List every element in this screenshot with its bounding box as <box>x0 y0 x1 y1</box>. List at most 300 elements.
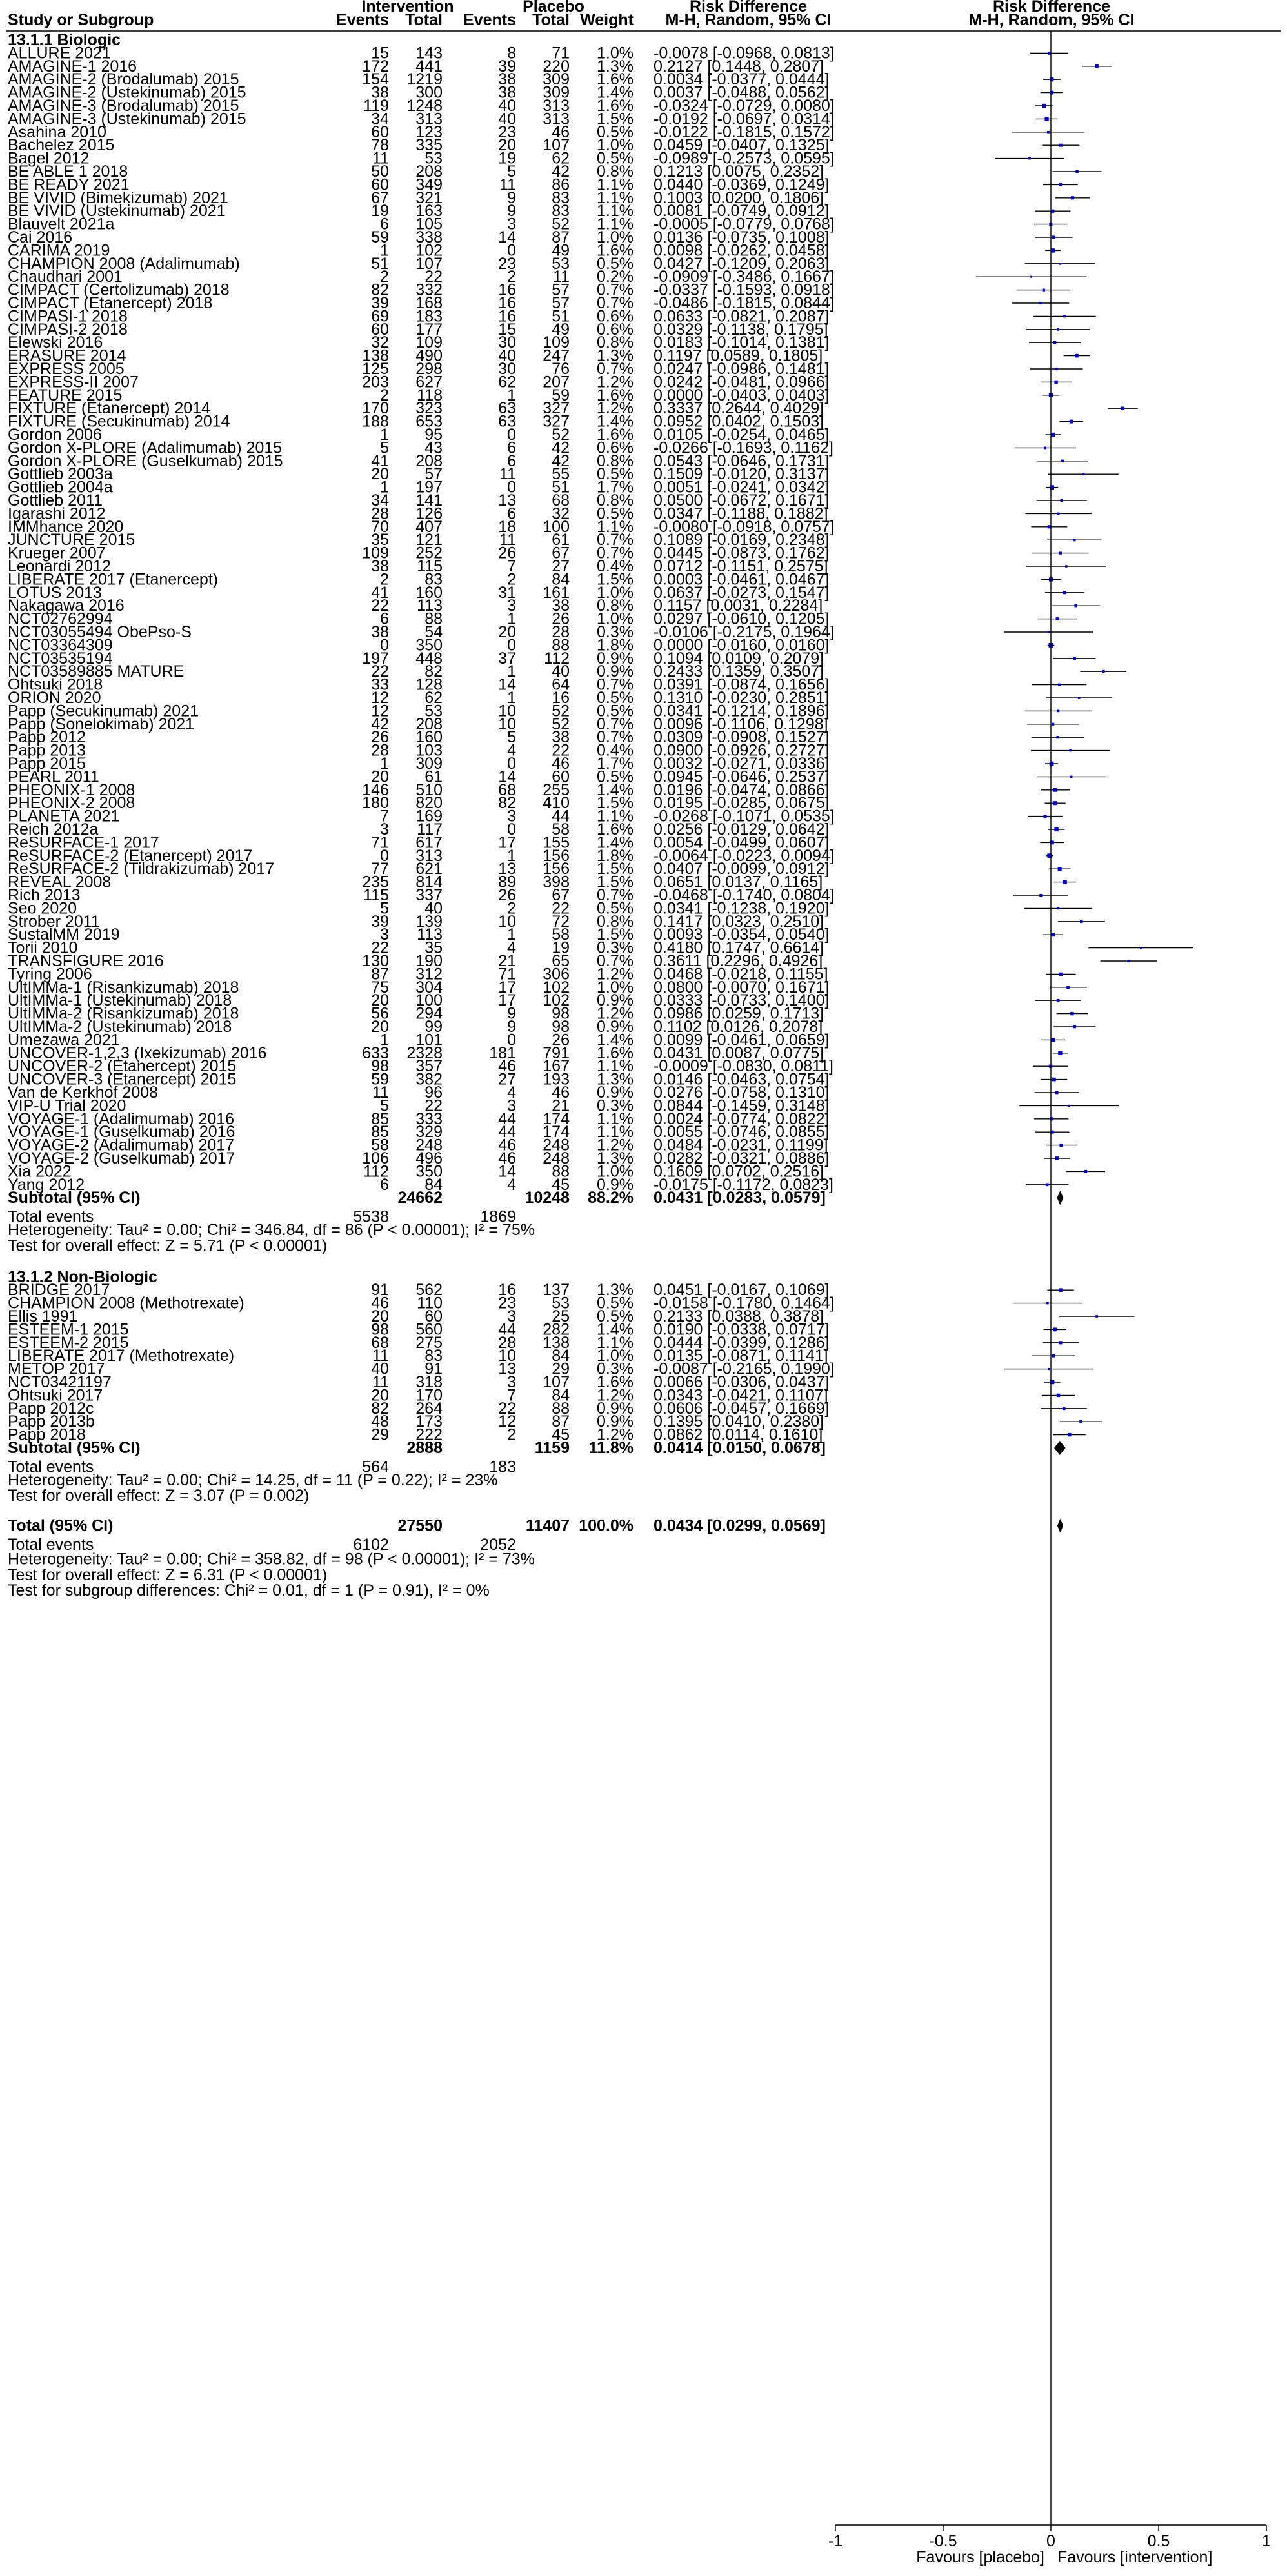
events-intervention: 78 <box>371 136 389 155</box>
events-placebo: 14 <box>498 675 516 694</box>
axis-tick-label: 0.5 <box>1147 2532 1170 2550</box>
events-placebo: 14 <box>498 228 516 246</box>
subgroup-total-events-label: Total events <box>8 1458 94 1476</box>
subgroup-title: 13.1.2 Non-Biologic <box>8 1267 157 1286</box>
total-intervention: 22 <box>424 1096 443 1115</box>
weight: 1.1% <box>597 517 634 536</box>
study-name: Igarashi 2012 <box>8 504 106 523</box>
total-placebo: 67 <box>552 544 570 562</box>
subgroup-subtotal-weight: 11.8% <box>588 1439 634 1457</box>
events-placebo: 1 <box>507 609 516 628</box>
total-intervention: 183 <box>415 307 443 326</box>
subgroup-subtotal-row <box>8 1189 826 1207</box>
events-intervention: 170 <box>362 399 389 418</box>
total-intervention: 62 <box>424 689 443 707</box>
total-placebo: 84 <box>552 570 570 589</box>
study-name: ESTEEM-1 2015 <box>8 1320 129 1339</box>
weight: 0.8% <box>597 333 634 352</box>
total-placebo: 52 <box>552 215 570 233</box>
point-estimate <box>1051 1038 1055 1042</box>
events-placebo: 18 <box>498 517 516 536</box>
events-intervention: 130 <box>362 952 389 970</box>
study-name: AMAGINE-3 (Ustekinumab) 2015 <box>8 110 246 128</box>
point-estimate <box>1078 697 1081 699</box>
events-placebo: 30 <box>498 333 516 352</box>
weight: 1.2% <box>597 399 634 418</box>
events-intervention: 235 <box>362 873 389 891</box>
axis-tick-label: -1 <box>828 2532 843 2550</box>
events-placebo: 17 <box>498 978 516 996</box>
total-placebo: 38 <box>552 728 570 747</box>
risk-difference-ci: 0.0637 [-0.0273, 0.1547] <box>653 583 830 602</box>
risk-difference-ci: 0.0242 [-0.0481, 0.0966] <box>653 373 830 391</box>
table-rows <box>8 31 835 1600</box>
study-name: Torii 2010 <box>8 938 78 957</box>
total-intervention: 338 <box>415 228 443 246</box>
point-estimate <box>1046 1183 1049 1186</box>
total-intervention: 382 <box>415 1070 443 1089</box>
total-intervention: 102 <box>415 241 443 260</box>
events-placebo: 1 <box>507 846 516 865</box>
weight: 0.7% <box>597 294 634 312</box>
total-intervention: 61 <box>424 768 443 786</box>
study-name: UNCOVER-1,2,3 (Ixekizumab) 2016 <box>8 1044 267 1062</box>
total-intervention: 298 <box>415 360 443 378</box>
events-intervention: 172 <box>362 57 389 75</box>
weight: 1.6% <box>597 1044 634 1062</box>
events-intervention: 85 <box>371 1123 389 1142</box>
risk-difference-ci: -0.0268 [-0.1071, 0.0535] <box>653 807 835 826</box>
events-intervention: 12 <box>371 702 389 720</box>
point-estimate <box>1102 670 1105 673</box>
weight: 0.7% <box>597 360 634 378</box>
risk-difference-ci: -0.0486 [-0.1815, 0.0844] <box>653 294 835 312</box>
weight: 0.6% <box>597 439 634 457</box>
risk-difference-ci: 0.0282 [-0.0321, 0.0886] <box>653 1149 830 1167</box>
total-placebo: 207 <box>543 373 570 391</box>
study-name: FEATURE 2015 <box>8 386 123 404</box>
study-name: LIBERATE 2017 (Methotrexate) <box>8 1347 235 1365</box>
weight: 0.4% <box>597 557 634 575</box>
events-intervention: 28 <box>371 741 389 760</box>
events-placebo: 0 <box>507 636 516 655</box>
weight: 1.5% <box>597 794 634 813</box>
header-placebo: Placebo <box>523 0 584 15</box>
overall-total-total-intervention: 27550 <box>397 1516 443 1535</box>
total-intervention: 163 <box>415 202 443 221</box>
risk-difference-ci: 0.0276 [-0.0758, 0.1310] <box>653 1084 830 1102</box>
risk-difference-ci: 0.0440 [-0.0369, 0.1249] <box>653 175 830 194</box>
total-intervention: 318 <box>415 1373 443 1391</box>
total-placebo: 84 <box>552 1386 570 1405</box>
total-intervention: 113 <box>417 926 443 944</box>
events-intervention: 0 <box>380 636 389 655</box>
weight: 0.8% <box>597 163 634 181</box>
risk-difference-ci: 0.1197 [0.0589, 0.1805] <box>653 346 823 365</box>
total-intervention: 313 <box>415 846 443 865</box>
events-placebo: 10 <box>498 702 516 720</box>
axis-tick-label: 0 <box>1046 2532 1055 2550</box>
weight: 0.7% <box>597 675 634 694</box>
events-intervention: 22 <box>371 597 389 615</box>
events-intervention: 98 <box>371 1057 389 1076</box>
total-intervention: 168 <box>415 294 443 312</box>
point-estimate <box>1061 460 1064 462</box>
study-name: NCT03589885 MATURE <box>8 662 185 681</box>
risk-difference-ci: 0.0431 [0.0087, 0.0775] <box>653 1044 824 1062</box>
events-placebo: 6 <box>507 439 516 457</box>
risk-difference-ci: -0.0087 [-0.2165, 0.1990] <box>653 1360 835 1378</box>
header-intervention: Intervention <box>361 0 454 15</box>
events-placebo: 0 <box>507 820 516 838</box>
total-intervention: 118 <box>417 386 443 404</box>
total-placebo: 107 <box>543 136 570 155</box>
events-placebo: 23 <box>498 123 516 141</box>
events-placebo: 3 <box>507 807 516 826</box>
events-intervention: 0 <box>380 846 389 865</box>
total-placebo: 83 <box>552 188 570 207</box>
point-estimate <box>1082 473 1085 475</box>
point-estimate <box>1074 604 1077 607</box>
total-placebo: 87 <box>552 1412 570 1431</box>
point-estimate <box>1053 788 1057 792</box>
events-intervention: 119 <box>363 97 389 115</box>
risk-difference-ci: 0.0098 [-0.0262, 0.0458] <box>653 241 830 260</box>
study-name: Papp 2015 <box>8 755 86 773</box>
events-placebo: 16 <box>498 307 516 326</box>
risk-difference-ci: 0.0445 [-0.0873, 0.1762] <box>653 544 830 562</box>
events-placebo: 181 <box>489 1044 516 1062</box>
point-estimate <box>1055 617 1059 620</box>
study-name: Elewski 2016 <box>8 333 103 352</box>
events-intervention: 98 <box>371 1320 389 1339</box>
subgroup-total-events-placebo: 1869 <box>480 1207 516 1226</box>
study-name: Papp 2012c <box>8 1399 94 1418</box>
events-intervention: 22 <box>371 662 389 681</box>
axis-label-left: Favours [placebo] <box>916 2548 1044 2566</box>
events-placebo: 31 <box>498 583 516 602</box>
point-estimate <box>1056 736 1059 738</box>
events-intervention: 11 <box>372 1347 389 1365</box>
study-name: AMAGINE-2 (Ustekinumab) 2015 <box>8 83 246 102</box>
point-estimate <box>1058 1051 1062 1055</box>
total-placebo: 109 <box>543 333 570 352</box>
total-placebo: 248 <box>543 1136 570 1154</box>
total-placebo: 57 <box>552 294 570 312</box>
weight: 0.2% <box>597 268 634 286</box>
study-name: VOYAGE-2 (Guselkumab) 2017 <box>8 1149 235 1167</box>
study-name: REVEAL 2008 <box>8 873 112 891</box>
total-placebo: 19 <box>552 938 570 957</box>
weight: 0.3% <box>597 1096 634 1115</box>
events-placebo: 17 <box>498 833 516 852</box>
point-estimate <box>1048 52 1051 55</box>
events-placebo: 2 <box>507 268 516 286</box>
header-rd-sub: M-H, Random, 95% CI <box>665 11 832 29</box>
risk-difference-ci: 0.1094 [0.0109, 0.2079] <box>653 649 824 668</box>
point-estimate <box>1063 591 1066 594</box>
total-intervention: 40 <box>424 899 443 918</box>
weight: 1.8% <box>597 846 634 865</box>
point-estimate <box>1070 1012 1073 1015</box>
risk-difference-ci: 0.0093 [-0.0354, 0.0540] <box>653 926 830 944</box>
point-estimate <box>1051 433 1055 437</box>
events-intervention: 38 <box>371 623 389 641</box>
events-placebo: 63 <box>498 412 516 431</box>
subgroup-subtotal-row <box>8 1439 826 1457</box>
total-placebo: 247 <box>543 346 570 365</box>
total-intervention: 441 <box>415 57 443 75</box>
point-estimate <box>1045 117 1049 121</box>
total-intervention: 350 <box>415 1162 443 1181</box>
total-intervention: 197 <box>415 478 443 497</box>
events-intervention: 29 <box>371 1425 389 1444</box>
events-placebo: 38 <box>498 83 516 102</box>
total-intervention: 190 <box>415 952 443 970</box>
total-placebo: 42 <box>552 451 570 470</box>
total-intervention: 60 <box>424 1307 443 1325</box>
weight: 1.1% <box>597 188 634 207</box>
events-placebo: 21 <box>498 952 516 970</box>
events-intervention: 50 <box>371 163 389 181</box>
risk-difference-ci: 0.0024 [-0.0774, 0.0822] <box>653 1109 830 1128</box>
events-intervention: 154 <box>362 70 389 89</box>
weight: 1.5% <box>597 873 634 891</box>
point-estimate <box>1054 827 1058 831</box>
point-estimate <box>1066 986 1070 989</box>
point-estimate <box>1028 157 1031 160</box>
total-placebo: 52 <box>552 702 570 720</box>
study-name: UltIMMa-2 (Ustekinumab) 2018 <box>8 1018 232 1036</box>
header-events-placebo: Events <box>463 11 516 29</box>
risk-difference-ci: 0.0000 [-0.0160, 0.0160] <box>653 636 830 655</box>
total-placebo: 58 <box>552 926 570 944</box>
total-placebo: 309 <box>543 83 570 102</box>
events-intervention: 22 <box>371 938 389 957</box>
study-name: PHEONIX-1 2008 <box>8 780 135 799</box>
total-intervention: 2328 <box>406 1044 443 1062</box>
risk-difference-ci: 0.0297 [-0.0610, 0.1205] <box>653 609 830 628</box>
risk-difference-ci: -0.0175 [-0.1172, 0.0823] <box>653 1175 833 1194</box>
risk-difference-ci: 0.0135 [-0.0871, 0.1141] <box>653 1347 828 1365</box>
study-name: EXPRESS 2005 <box>8 360 125 378</box>
point-estimate <box>1065 565 1067 567</box>
total-placebo: 53 <box>552 1294 570 1313</box>
weight: 1.3% <box>597 1149 634 1167</box>
events-intervention: 2 <box>380 268 389 286</box>
risk-difference-ci: 0.0900 [-0.0926, 0.2727] <box>653 741 830 760</box>
risk-difference-ci: 0.1213 [0.0075, 0.2352] <box>653 163 824 181</box>
total-intervention: 312 <box>415 965 443 984</box>
events-placebo: 46 <box>498 1136 516 1154</box>
study-name: ReSURFACE-1 2017 <box>8 833 159 852</box>
point-estimate <box>1069 749 1071 751</box>
subgroup-subtotal-total-placebo: 10248 <box>524 1189 570 1207</box>
events-placebo: 9 <box>507 1018 516 1036</box>
weight: 0.7% <box>597 886 634 904</box>
risk-difference-ci: 0.0196 [-0.0474, 0.0866] <box>653 780 830 799</box>
total-placebo: 67 <box>552 886 570 904</box>
events-intervention: 32 <box>371 333 389 352</box>
weight: 0.5% <box>597 1307 634 1325</box>
total-placebo: 327 <box>543 399 570 418</box>
events-intervention: 40 <box>371 1360 389 1378</box>
risk-difference-ci: 0.0500 [-0.0672, 0.1671] <box>653 491 830 510</box>
total-intervention: 332 <box>415 281 443 299</box>
events-intervention: 42 <box>371 715 389 733</box>
overall-total-total-placebo: 11407 <box>525 1516 570 1535</box>
weight: 0.5% <box>597 689 634 707</box>
total-intervention: 35 <box>424 938 443 957</box>
risk-difference-ci: 0.4180 [0.1747, 0.6614] <box>653 938 824 957</box>
total-intervention: 335 <box>415 136 443 155</box>
events-intervention: 69 <box>371 307 389 326</box>
point-estimate <box>1079 1420 1082 1423</box>
weight: 0.5% <box>597 123 634 141</box>
total-intervention: 300 <box>415 83 443 102</box>
total-placebo: 282 <box>543 1320 570 1339</box>
weight: 1.0% <box>597 1347 634 1365</box>
study-name: PHEONIX-2 2008 <box>8 794 135 813</box>
point-estimate <box>1044 446 1046 449</box>
study-name: NCT03535194 <box>8 649 113 668</box>
point-estimate <box>1057 513 1060 515</box>
events-intervention: 180 <box>362 794 389 813</box>
events-placebo: 11 <box>499 175 516 194</box>
events-placebo: 20 <box>498 623 516 641</box>
study-name: Ohtsuki 2017 <box>8 1386 103 1405</box>
point-estimate <box>1043 815 1046 818</box>
study-name: NCT03055494 ObePso-S <box>8 623 192 641</box>
risk-difference-ci: 0.0256 [-0.0129, 0.0642] <box>653 820 830 838</box>
total-placebo: 58 <box>552 820 570 838</box>
risk-difference-ci: 0.3337 [0.2644, 0.4029] <box>653 399 824 418</box>
events-intervention: 5 <box>380 439 389 457</box>
study-name: VOYAGE-1 (Adalimumab) 2016 <box>8 1109 235 1128</box>
events-placebo: 15 <box>498 320 516 339</box>
total-placebo: 52 <box>552 715 570 733</box>
risk-difference-ci: 0.0333 [-0.0733, 0.1400] <box>653 991 830 1010</box>
risk-difference-ci: 0.0712 [-0.1151, 0.2575] <box>653 557 828 575</box>
weight: 0.9% <box>597 1018 634 1036</box>
events-intervention: 59 <box>371 228 389 246</box>
events-placebo: 9 <box>507 1004 516 1023</box>
point-estimate <box>1059 144 1063 147</box>
total-placebo: 220 <box>543 57 570 75</box>
point-estimate <box>1071 196 1074 199</box>
events-intervention: 67 <box>371 188 389 207</box>
events-placebo: 7 <box>507 557 516 575</box>
study-name: BE ABLE 1 2018 <box>8 163 128 181</box>
study-name: Gordon X-PLORE (Adalimumab) 2015 <box>8 439 283 457</box>
study-name: Ohtsuki 2018 <box>8 675 103 694</box>
total-intervention: 83 <box>424 1347 443 1365</box>
total-intervention: 1248 <box>406 97 443 115</box>
header-study: Study or Subgroup <box>8 11 154 29</box>
total-intervention: 160 <box>415 583 443 602</box>
total-placebo: 88 <box>552 1162 570 1181</box>
total-intervention: 57 <box>424 465 443 484</box>
risk-difference-ci: 0.1157 [0.0031, 0.2284] <box>653 597 823 615</box>
total-intervention: 621 <box>415 860 443 878</box>
risk-difference-ci: 0.1310 [-0.0230, 0.2851] <box>653 689 830 707</box>
total-placebo: 98 <box>552 1004 570 1023</box>
study-name: Gordon 2006 <box>8 426 102 444</box>
events-intervention: 7 <box>380 807 389 826</box>
events-intervention: 203 <box>362 373 389 391</box>
events-intervention: 39 <box>371 294 389 312</box>
total-intervention: 490 <box>415 346 443 365</box>
point-estimate <box>1059 263 1061 265</box>
weight: 1.8% <box>597 636 634 655</box>
weight: 1.0% <box>597 44 634 63</box>
total-intervention: 121 <box>415 531 443 550</box>
total-intervention: 208 <box>415 163 443 181</box>
weight: 0.3% <box>597 1360 634 1378</box>
study-name: Reich 2012a <box>8 820 99 838</box>
total-placebo: 102 <box>543 978 570 996</box>
header-total-placebo: Total <box>532 11 570 29</box>
events-intervention: 2 <box>380 570 389 589</box>
weight: 1.2% <box>597 1386 634 1405</box>
study-name: Rich 2013 <box>8 886 81 904</box>
study-name: JUNCTURE 2015 <box>8 531 135 550</box>
risk-difference-ci: -0.0324 [-0.0729, 0.0080] <box>653 97 835 115</box>
risk-difference-ci: 0.1089 [-0.0169, 0.2348] <box>653 531 830 550</box>
total-placebo: 255 <box>543 780 570 799</box>
events-intervention: 75 <box>371 978 389 996</box>
point-estimate <box>1053 1327 1057 1331</box>
point-estimate <box>1051 933 1055 936</box>
study-name: ESTEEM-2 2015 <box>8 1333 129 1352</box>
total-placebo: 32 <box>552 504 570 523</box>
events-placebo: 44 <box>498 1109 516 1128</box>
events-intervention: 34 <box>371 491 389 510</box>
events-intervention: 11 <box>372 1373 389 1391</box>
events-placebo: 40 <box>498 97 516 115</box>
events-placebo: 3 <box>507 1373 516 1391</box>
point-estimate <box>1030 276 1032 278</box>
point-estimate <box>1043 289 1045 292</box>
study-name: Umezawa 2021 <box>8 1031 120 1049</box>
total-placebo: 83 <box>552 202 570 221</box>
total-intervention: 252 <box>415 544 443 562</box>
events-intervention: 633 <box>362 1044 389 1062</box>
point-estimate <box>1059 552 1062 555</box>
events-intervention: 68 <box>371 1333 389 1352</box>
total-intervention: 139 <box>415 912 443 931</box>
total-placebo: 313 <box>543 110 570 128</box>
study-name: Papp 2018 <box>8 1425 86 1444</box>
total-intervention: 208 <box>415 715 443 733</box>
events-placebo: 2 <box>507 570 516 589</box>
point-estimate <box>1140 947 1142 949</box>
study-name: Tyring 2006 <box>8 965 92 984</box>
events-intervention: 20 <box>371 1386 389 1405</box>
weight: 1.3% <box>597 1070 634 1089</box>
events-intervention: 82 <box>371 1399 389 1418</box>
risk-difference-ci: -0.0989 [-0.2573, 0.0595] <box>653 149 835 168</box>
total-intervention: 123 <box>415 123 443 141</box>
weight: 1.5% <box>597 570 634 589</box>
x-axis <box>828 2525 1271 2566</box>
events-placebo: 13 <box>498 1360 516 1378</box>
subgroup-differences-text: Test for subgroup differences: Chi² = 0.01, df = 1 (P = 0.91), I² = 0% <box>8 1581 490 1600</box>
axis-tick-label: -0.5 <box>929 2532 957 2550</box>
subgroup-subtotal-diamond <box>1057 1191 1063 1205</box>
events-placebo: 71 <box>498 965 516 984</box>
point-estimate <box>1048 525 1051 528</box>
